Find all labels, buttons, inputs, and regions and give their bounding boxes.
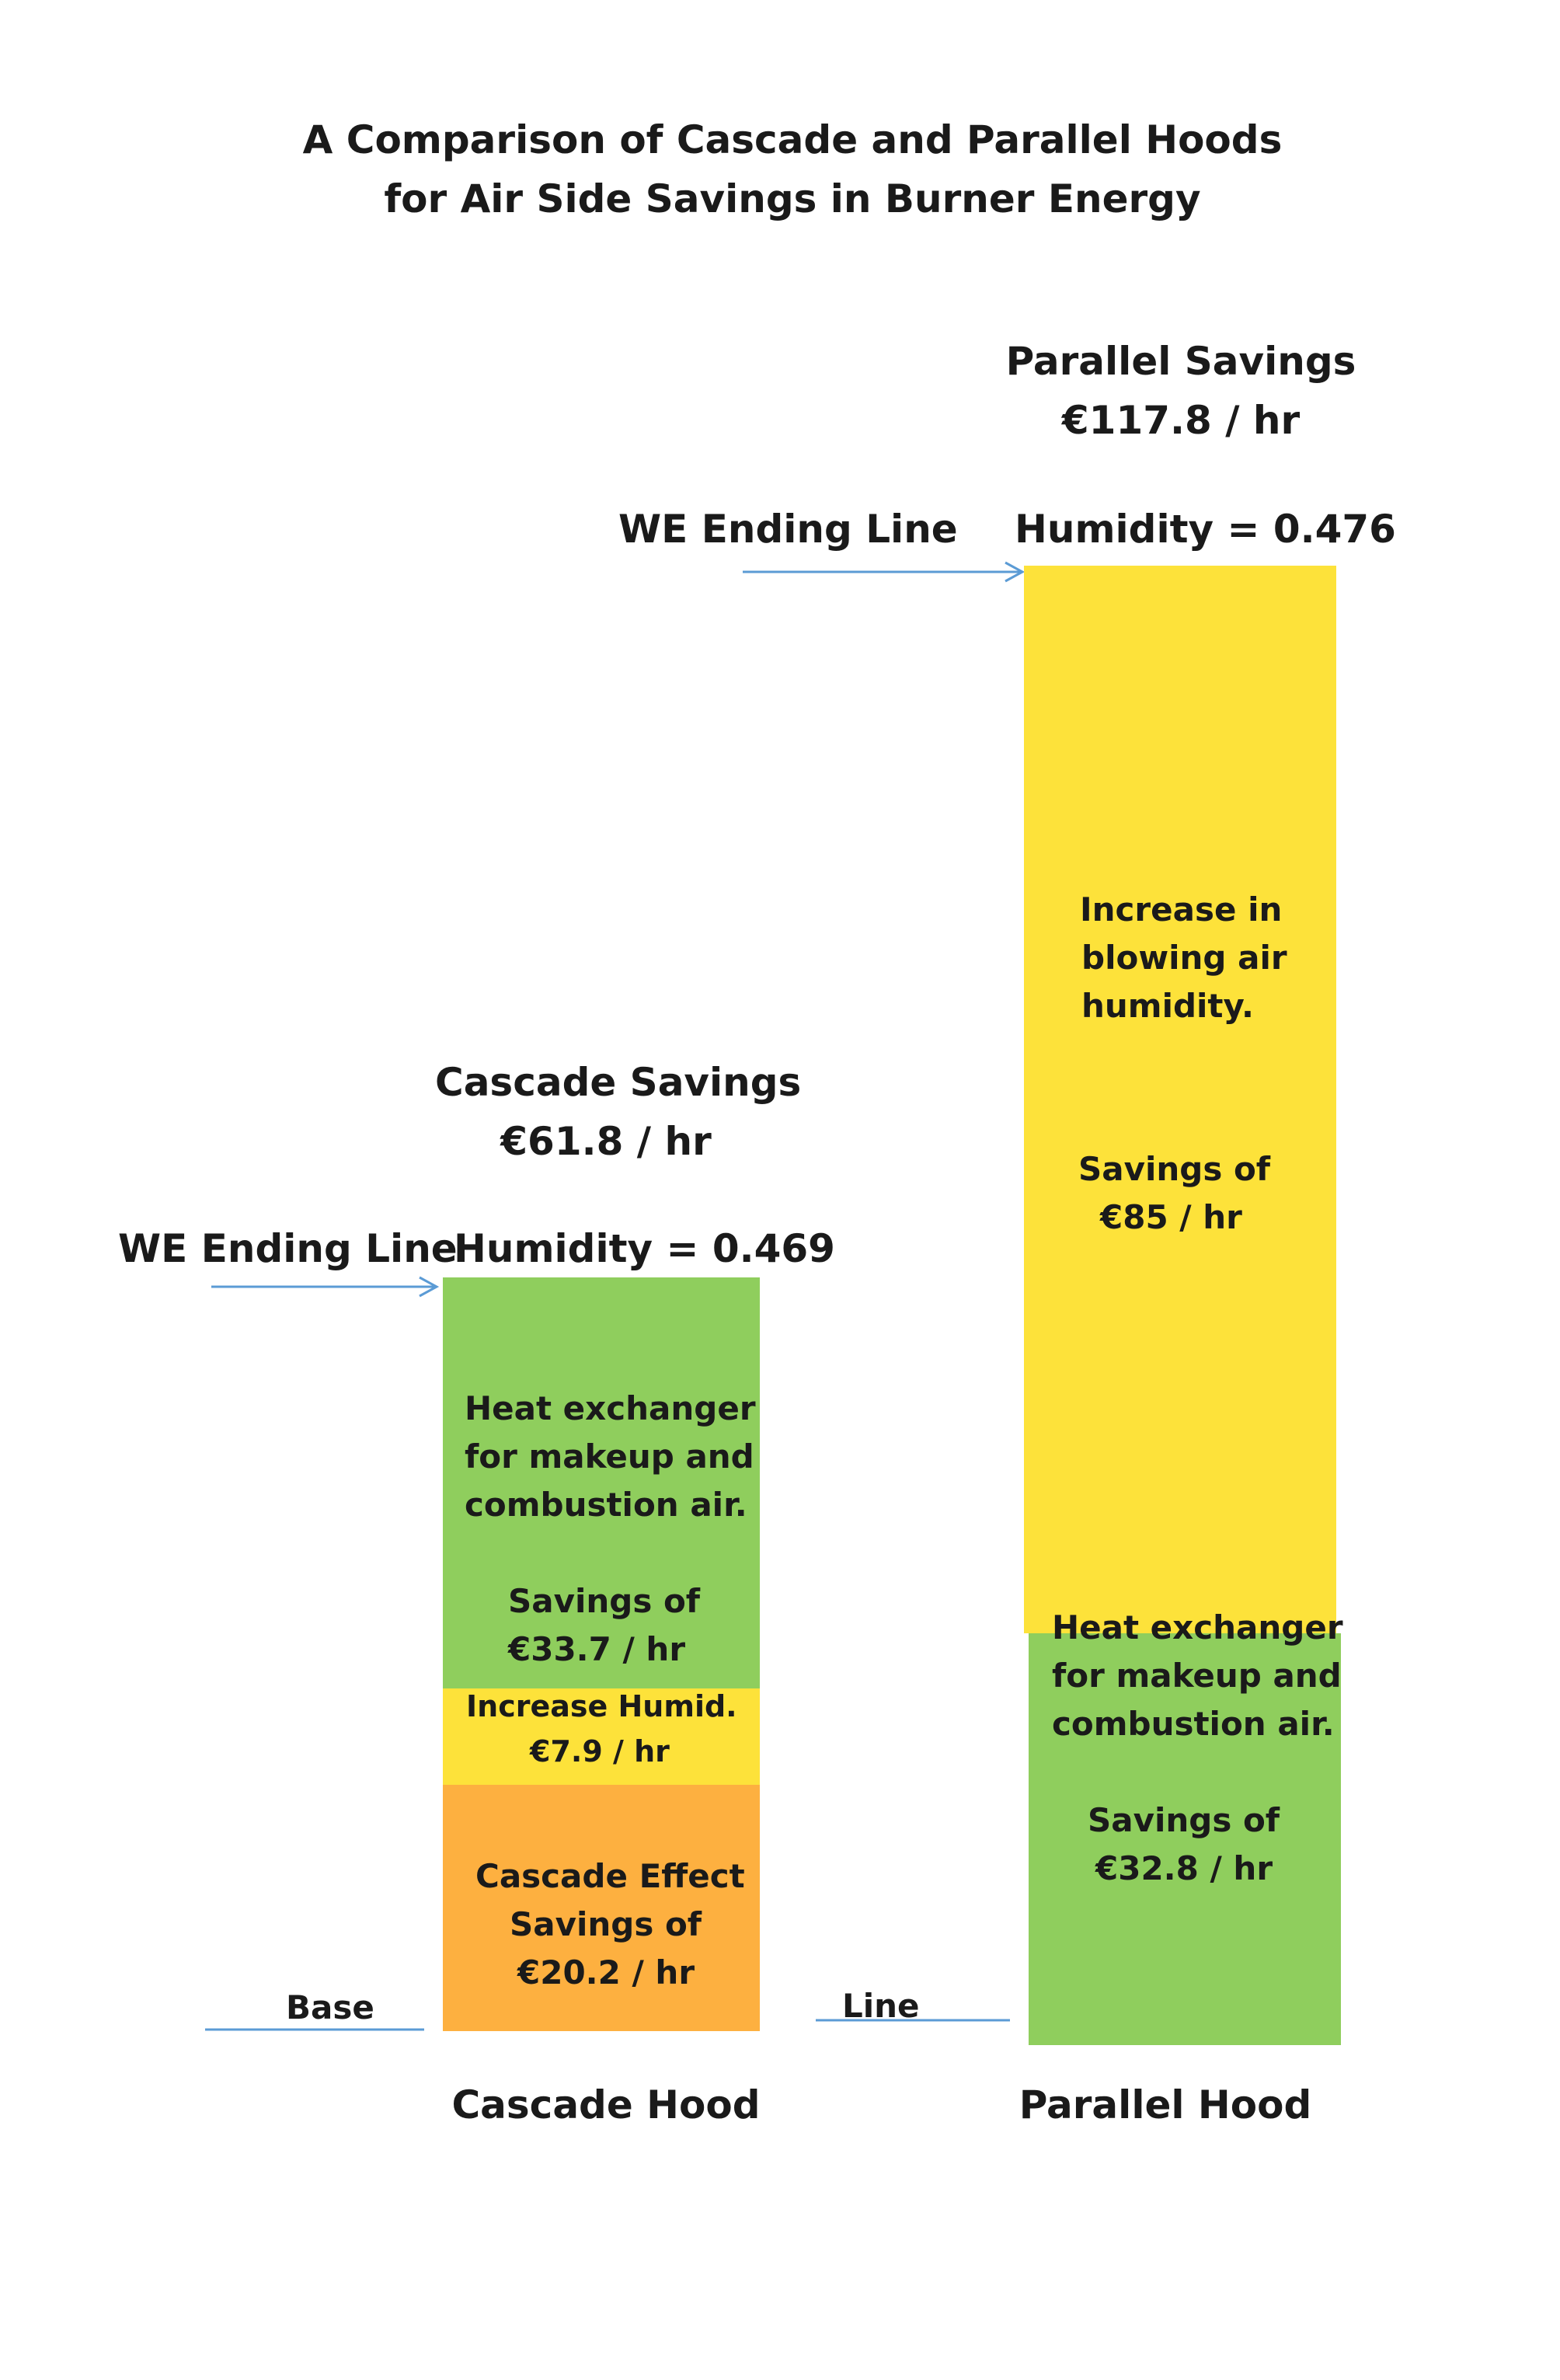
parallel-humidity-line-7: €85 / hr [1100,1198,1242,1236]
cascade-savings-total: €61.8 / hr [500,1119,712,1164]
parallel-humidity-line-2: blowing air [1081,939,1287,977]
cascade-savings-title: Cascade Savings [435,1060,802,1105]
parallel-savings-total: €117.8 / hr [1061,398,1301,443]
parallel-savings-title: Parallel Savings [1005,339,1356,384]
cascade-humidity-line-1: Increase Humid. [466,1689,737,1723]
cascade-effect-line-1: Cascade Effect [475,1857,745,1895]
cascade-heat-line-1: Heat exchanger [465,1389,756,1427]
cascade-heat-line-6: €33.7 / hr [508,1630,686,1668]
parallel-heat-line-5: Savings of [1088,1801,1280,1839]
parallel-heat-line-6: €32.8 / hr [1095,1849,1273,1887]
parallel-heat-line-3: combustion air. [1052,1705,1335,1743]
category-label-parallel: Parallel Hood [1019,2082,1312,2127]
cascade-heat-line-5: Savings of [508,1582,701,1620]
parallel-ending-line-label: WE Ending Line [618,507,958,552]
cascade-heat-line-3: combustion air. [465,1486,747,1524]
cascade-heat-line-2: for makeup and [465,1437,754,1476]
parallel-humidity-line-1: Increase in [1080,890,1283,929]
baseline-label-right: Line [842,1987,920,2025]
chart-subtitle: for Air Side Savings in Burner Energy [384,176,1201,221]
parallel-humidity-segment [1024,566,1336,1633]
parallel-heat-line-2: for makeup and [1052,1657,1342,1695]
baseline-label-left: Base [286,1988,374,2026]
parallel-humidity-line-3: humidity. [1081,987,1254,1025]
parallel-heat-line-1: Heat exchanger [1052,1608,1343,1646]
cascade-ending-line-label: WE Ending Line [118,1226,458,1271]
cascade-humidity-line-2: €7.9 / hr [530,1734,670,1768]
chart-title: A Comparison of Cascade and Parallel Hoods [302,117,1283,162]
cascade-humidity-label: Humidity = 0.469 [454,1226,835,1271]
cascade-effect-line-2: Savings of [510,1905,702,1943]
cascade-effect-line-3: €20.2 / hr [517,1953,695,1991]
parallel-humidity-line-6: Savings of [1078,1150,1271,1188]
parallel-humidity-label: Humidity = 0.476 [1015,507,1396,552]
category-label-cascade: Cascade Hood [451,2082,761,2127]
